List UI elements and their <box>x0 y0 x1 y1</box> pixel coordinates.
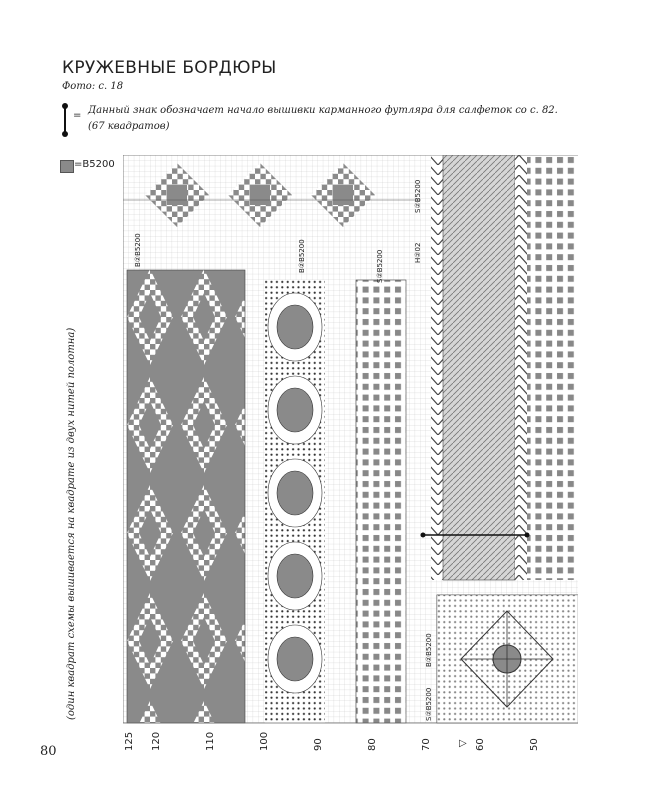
legend-swatch <box>60 160 74 173</box>
code-label: B②B5200 <box>298 239 306 273</box>
dotted-border <box>356 280 406 723</box>
axis-numbers <box>124 732 540 751</box>
axis-tick: 90 <box>313 738 324 751</box>
axis-tick: 125 <box>124 731 135 751</box>
photo-reference: Фото: с. 18 <box>62 81 124 92</box>
legend-label: =B5200 <box>74 159 115 170</box>
medallion-border <box>265 280 325 723</box>
code-label: B②B5200 <box>134 233 142 267</box>
page-title: КРУЖЕВНЫЕ БОРДЮРЫ <box>62 58 277 78</box>
axis-tick: 80 <box>367 738 378 751</box>
axis-tick: 50 <box>529 738 540 751</box>
code-label: S②B5200 <box>414 179 422 213</box>
side-note: (один квадрат схемы вышивается на квадрате из двух нитей полотна) <box>66 327 77 720</box>
marker-note-count: (67 квадратов) <box>88 121 170 132</box>
code-label: B②B5200 <box>425 633 433 667</box>
axis-tick: 100 <box>259 731 270 751</box>
diamond-border <box>127 270 245 723</box>
marker-note: Данный знак обозначает начало вышивки карманного футляра для салфеток со с. 82. <box>88 105 558 116</box>
start-arrow-icon: ▷ <box>459 738 467 749</box>
marker-equals: = <box>73 110 82 121</box>
embroidery-chart <box>123 155 578 753</box>
axis-tick: 120 <box>151 731 162 751</box>
code-label: S②B5200 <box>376 249 384 283</box>
code-label: H②02 <box>414 242 422 263</box>
start-marker-icon <box>60 103 70 137</box>
corner-motif <box>437 595 578 723</box>
hatched-border <box>431 155 578 580</box>
axis-tick: 60 <box>475 738 486 751</box>
code-label: S②B5200 <box>425 687 433 721</box>
axis-tick: 70 <box>421 738 432 751</box>
axis-tick: 110 <box>205 731 216 751</box>
page-number: 80 <box>40 744 57 759</box>
